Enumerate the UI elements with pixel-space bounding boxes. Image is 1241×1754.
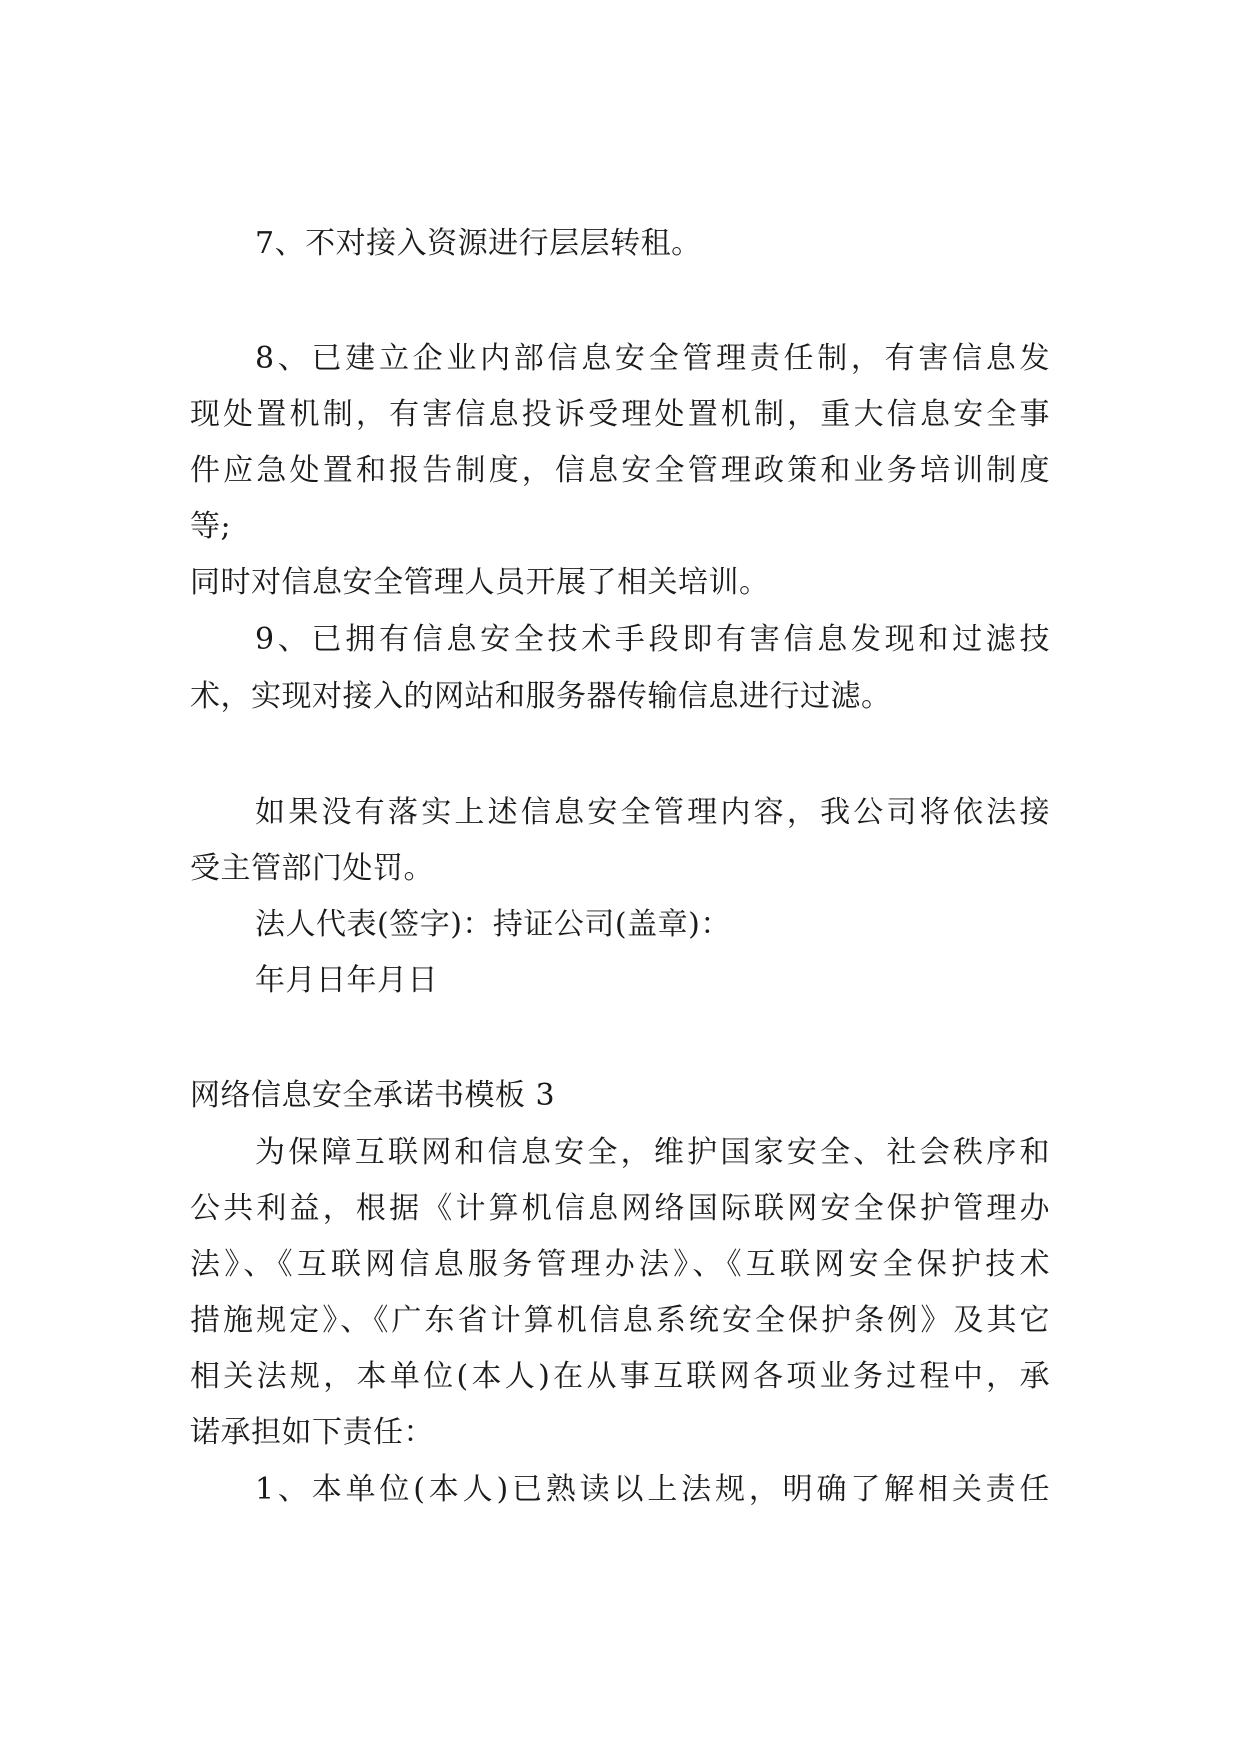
item-8-line-5: 同时对信息安全管理人员开展了相关培训。 xyxy=(190,565,770,600)
pledge-intro-line-1: 为保障互联网和信息安全，维护国家安全、社会秩序和 xyxy=(255,1135,1050,1170)
item-8-line-2: 现处置机制，有害信息投诉受理处置机制，重大信息安全事 xyxy=(190,397,1050,432)
pledge-item-1-line-1: 1、本单位(本人)已熟读以上法规，明确了解相关责任 xyxy=(255,1472,1050,1507)
date-line: 年月日年月日 xyxy=(255,963,438,998)
item-8-line-4: 等; xyxy=(190,509,232,544)
pledge-intro-line-2: 公共利益，根据《计算机信息网络国际联网安全保护管理办 xyxy=(190,1191,1050,1226)
pledge-intro-line-5: 相关法规，本单位(本人)在从事互联网各项业务过程中，承 xyxy=(190,1359,1050,1394)
item-7-text: 7、不对接入资源进行层层转租。 xyxy=(255,226,702,261)
penalty-line-2: 受主管部门处罚。 xyxy=(190,851,434,886)
section-title: 网络信息安全承诺书模板 3 xyxy=(190,1078,556,1113)
item-8-line-1: 8、已建立企业内部信息安全管理责任制，有害信息发 xyxy=(255,341,1050,376)
pledge-intro-line-3: 法》、《互联网信息服务管理办法》、《互联网安全保护技术 xyxy=(190,1247,1050,1282)
item-9-line-2: 术，实现对接入的网站和服务器传输信息进行过滤。 xyxy=(190,679,892,714)
penalty-line-1: 如果没有落实上述信息安全管理内容，我公司将依法接 xyxy=(255,795,1050,830)
item-8-line-3: 件应急处置和报告制度，信息安全管理政策和业务培训制度 xyxy=(190,453,1050,488)
item-9-line-1: 9、已拥有信息安全技术手段即有害信息发现和过滤技 xyxy=(255,622,1050,657)
pledge-intro-line-6: 诺承担如下责任： xyxy=(190,1415,434,1450)
pledge-intro-line-4: 措施规定》、《广东省计算机信息系统安全保护条例》及其它 xyxy=(190,1303,1050,1338)
signature-line: 法人代表(签字)：持证公司(盖章)： xyxy=(255,907,731,942)
